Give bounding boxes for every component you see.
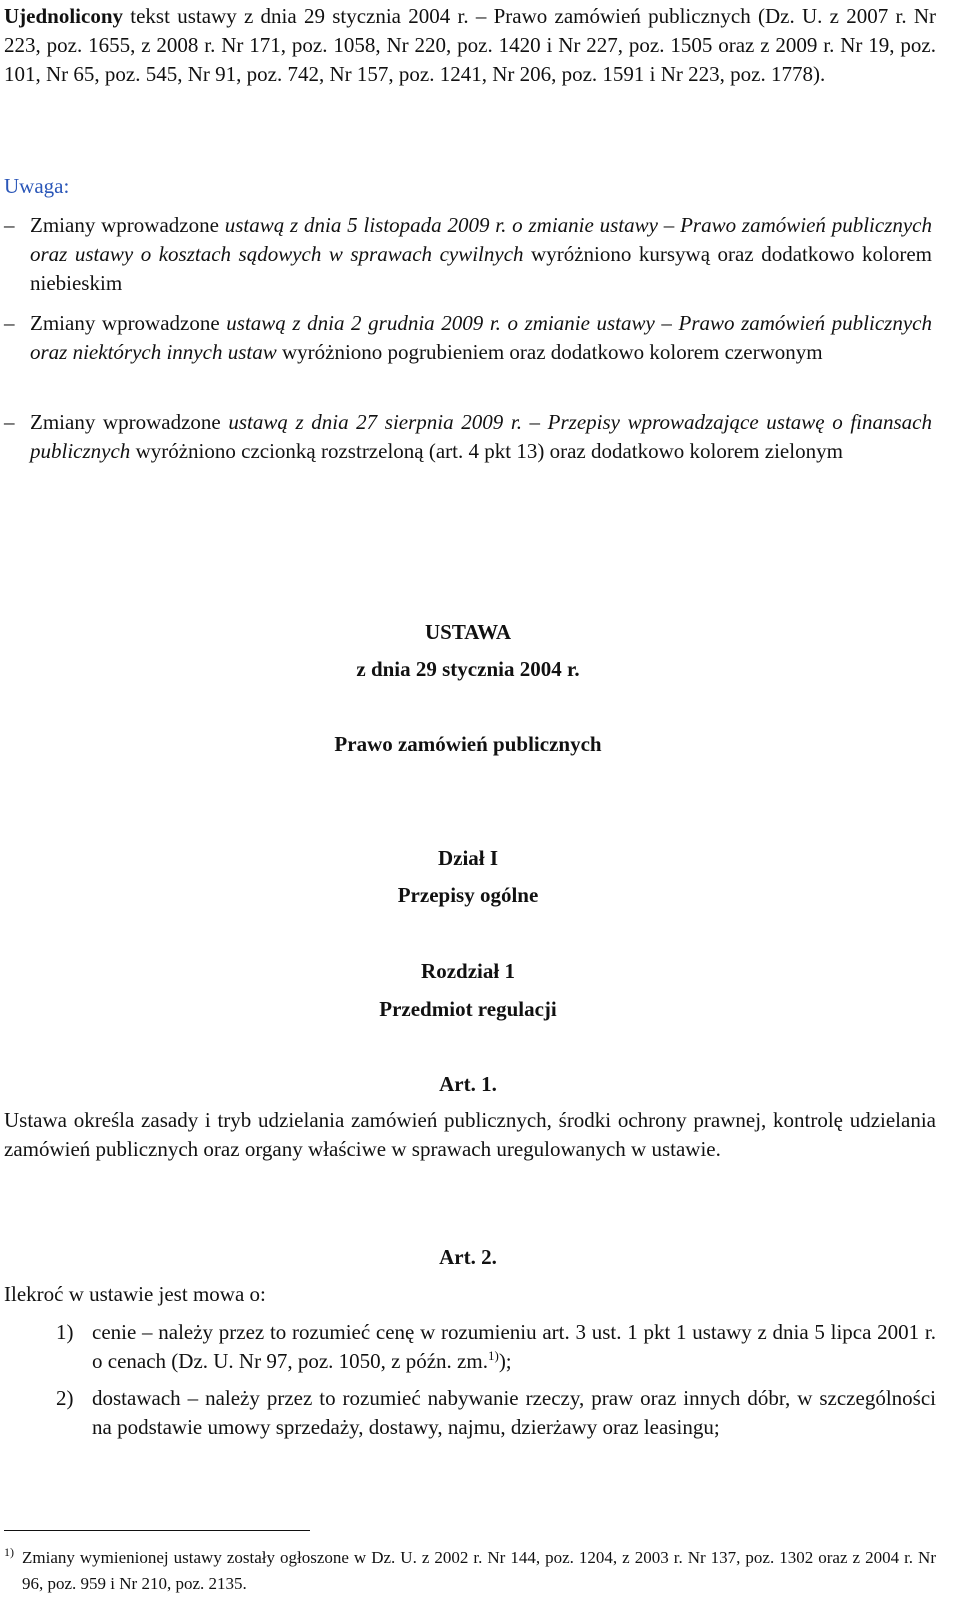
list-item-1-tail: ); xyxy=(498,1349,512,1373)
note-3-prefix: Zmiany wprowadzone xyxy=(30,410,229,434)
intro-text: tekst ustawy z dnia 29 stycznia 2004 r. – Prawo zamówień publicznych (Dz. U. z 2007 r. Nr 223, poz. 1655, z 2008 r. Nr 171, poz. 1058, Nr 220, poz. 1420 i Nr 227, poz. 1505 oraz z 2009 r. Nr 19, poz. 101, Nr 65, poz. 545, Nr 91, poz. 742, Nr 157, poz. 1241, Nr 206, poz. 1591 i Nr 223, poz. 1778). xyxy=(4,4,936,86)
notes-heading: Uwaga: xyxy=(4,174,70,198)
dash-bullet: – xyxy=(4,410,15,434)
note-3-italic: ustawą z dnia 27 sierpnia 2009 r. – Przepisy wprowadzające ustawę o finansach publicznych xyxy=(30,410,932,463)
footnote-mark: 1) xyxy=(4,1545,14,1559)
note-3-suffix: wyróżniono czcionką rozstrzeloną (art. 4 pkt 13) oraz dodatkowo kolorem zielonym xyxy=(130,439,843,463)
dash-bullet: – xyxy=(4,213,15,237)
division-title: Przepisy ogólne xyxy=(397,883,539,907)
note-2-italic: ustawą z dnia 2 grudnia 2009 r. o zmianie ustawy – Prawo zamówień publicznych oraz niektórych innych ustaw xyxy=(30,311,932,364)
note-item-2-text xyxy=(30,309,932,367)
act-title: Prawo zamówień publicznych xyxy=(334,732,602,756)
art1-text: Ustawa określa zasady i tryb udzielania zamówień publicznych, środki ochrony prawnej, kontrolę udzielania zamówień publicznych oraz organy właściwe w sprawach uregulowanych w ustawie. xyxy=(4,1108,936,1161)
art2-lead: Ilekroć w ustawie jest mowa o: xyxy=(4,1282,266,1306)
list-item-text xyxy=(92,1318,936,1376)
chapter-title: Przedmiot regulacji xyxy=(379,997,557,1021)
list-item-text: dostawach – należy przez to rozumieć nabywanie rzeczy, praw oraz innych dóbr, w szczególności na podstawie umowy sprzedaży, dostawy, najmu, dzierżawy oraz leasingu; xyxy=(92,1386,936,1439)
art2-label: Art. 2. xyxy=(439,1245,497,1269)
intro-bold-word: Ujednolicony xyxy=(4,4,124,28)
note-1-prefix: Zmiany wprowadzone xyxy=(30,213,225,237)
note-item-3 xyxy=(0,408,932,466)
list-item-number: 1) xyxy=(56,1320,74,1344)
list-item xyxy=(56,1384,936,1442)
note-1-italic: ustawą z dnia 5 listopada 2009 r. o zmianie ustawy – Prawo zamówień publicznych oraz ustawy o kosztach sądowych w sprawach cywilnych xyxy=(30,213,933,266)
footnote-separator xyxy=(4,1530,310,1531)
note-1-suffix: wyróżniono kursywą oraz dodatkowo kolorem niebieskim xyxy=(30,242,933,295)
intro-paragraph xyxy=(4,2,936,89)
note-item-2 xyxy=(0,309,932,367)
list-item-number: 2) xyxy=(56,1386,74,1410)
act-type: USTAWA xyxy=(425,620,511,644)
note-item-1 xyxy=(0,211,932,298)
division-label: Dział I xyxy=(437,846,499,870)
footnote-text: Zmiany wymienionej ustawy zostały ogłoszone w Dz. U. z 2002 r. Nr 144, poz. 1204, z 2003 r. Nr 137, poz. 1302 oraz z 2004 r. Nr 96, poz. 959 i Nr 210, poz. 2135. xyxy=(22,1548,936,1593)
art1-label: Art. 1. xyxy=(439,1072,497,1096)
dash-bullet: – xyxy=(4,311,15,335)
note-2-prefix: Zmiany wprowadzone xyxy=(30,311,227,335)
chapter-label: Rozdział 1 xyxy=(421,959,515,983)
list-item xyxy=(56,1318,936,1376)
act-date: z dnia 29 stycznia 2004 r. xyxy=(356,657,580,681)
note-item-1-text xyxy=(30,211,932,298)
footnote-ref[interactable]: 1) xyxy=(487,1348,499,1363)
footnote xyxy=(4,1545,936,1597)
list-item-1-text: cenie – należy przez to rozumieć cenę w rozumieniu art. 3 ust. 1 pkt 1 ustawy z dnia 5 lipca 2001 r. o cenach (Dz. U. Nr 97, poz. 1050, z późn. zm. xyxy=(92,1320,936,1373)
note-item-3-text xyxy=(30,408,932,466)
note-2-suffix: wyróżniono pogrubieniem oraz dodatkowo kolorem czerwonym xyxy=(276,340,823,364)
